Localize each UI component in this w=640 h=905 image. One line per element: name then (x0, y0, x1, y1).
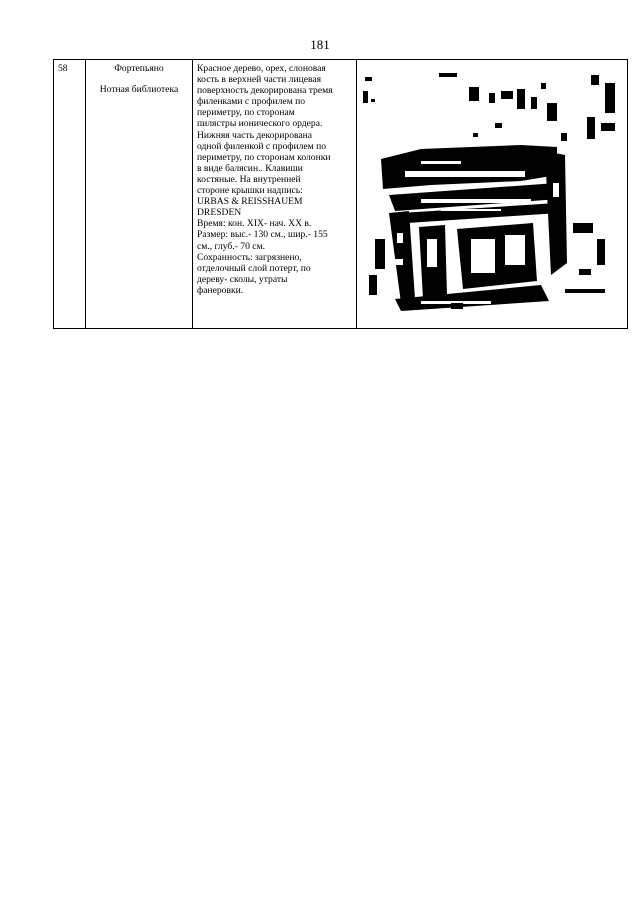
description-line: Размер: выс.- 130 см., шир.- 155 (197, 229, 328, 241)
description-line: Сохранность: загрязнено, (197, 251, 302, 263)
table-row (54, 60, 628, 329)
entry-name-cell (86, 60, 193, 329)
description-line: стороне крышки надпись: (197, 185, 303, 197)
description-line: фанеровки. (197, 284, 244, 296)
description-line: см., глуб.- 70 см. (197, 240, 266, 252)
catalog-table (53, 59, 628, 329)
description-line: Красное дерево, орех, слоновая (197, 63, 326, 74)
piano-photo (361, 63, 623, 321)
description-line: Нижняя часть декорирована (197, 129, 313, 141)
description-line: дереву- сколы, утраты (197, 273, 288, 285)
description-line: в виде балясин.. Клавиши (197, 162, 303, 174)
description-line: филенками с профилем по (197, 96, 306, 108)
description-line: пилястры ионического ордера. (197, 118, 323, 130)
description-line: URBAS & REISSHAUEM (197, 196, 303, 208)
entry-description (193, 60, 357, 329)
description-line: периметру, по сторонам (197, 107, 295, 119)
description-line: одной филенкой с профилем по (197, 140, 327, 152)
description-line: периметру, по сторонам колонки (197, 151, 331, 163)
object-name: Фортепьяно (114, 63, 164, 74)
description-line: кость в верхней части лицевая (197, 74, 322, 86)
description-line: Время: кон. XIX- нач. XX в. (197, 218, 312, 230)
entry-photo-cell (357, 60, 628, 329)
description-line: DRESDEN (197, 207, 242, 219)
description-line: костяные. На внутренней (197, 173, 301, 185)
description-line: отделочный слой потерт, по (197, 262, 311, 274)
object-location: Нотная библиотека (99, 84, 179, 96)
page-number: 181 (310, 37, 330, 52)
piano-photo-image (361, 63, 624, 321)
entry-number: 58 (54, 60, 86, 329)
description-line: поверхность декорирована тремя (197, 85, 333, 97)
